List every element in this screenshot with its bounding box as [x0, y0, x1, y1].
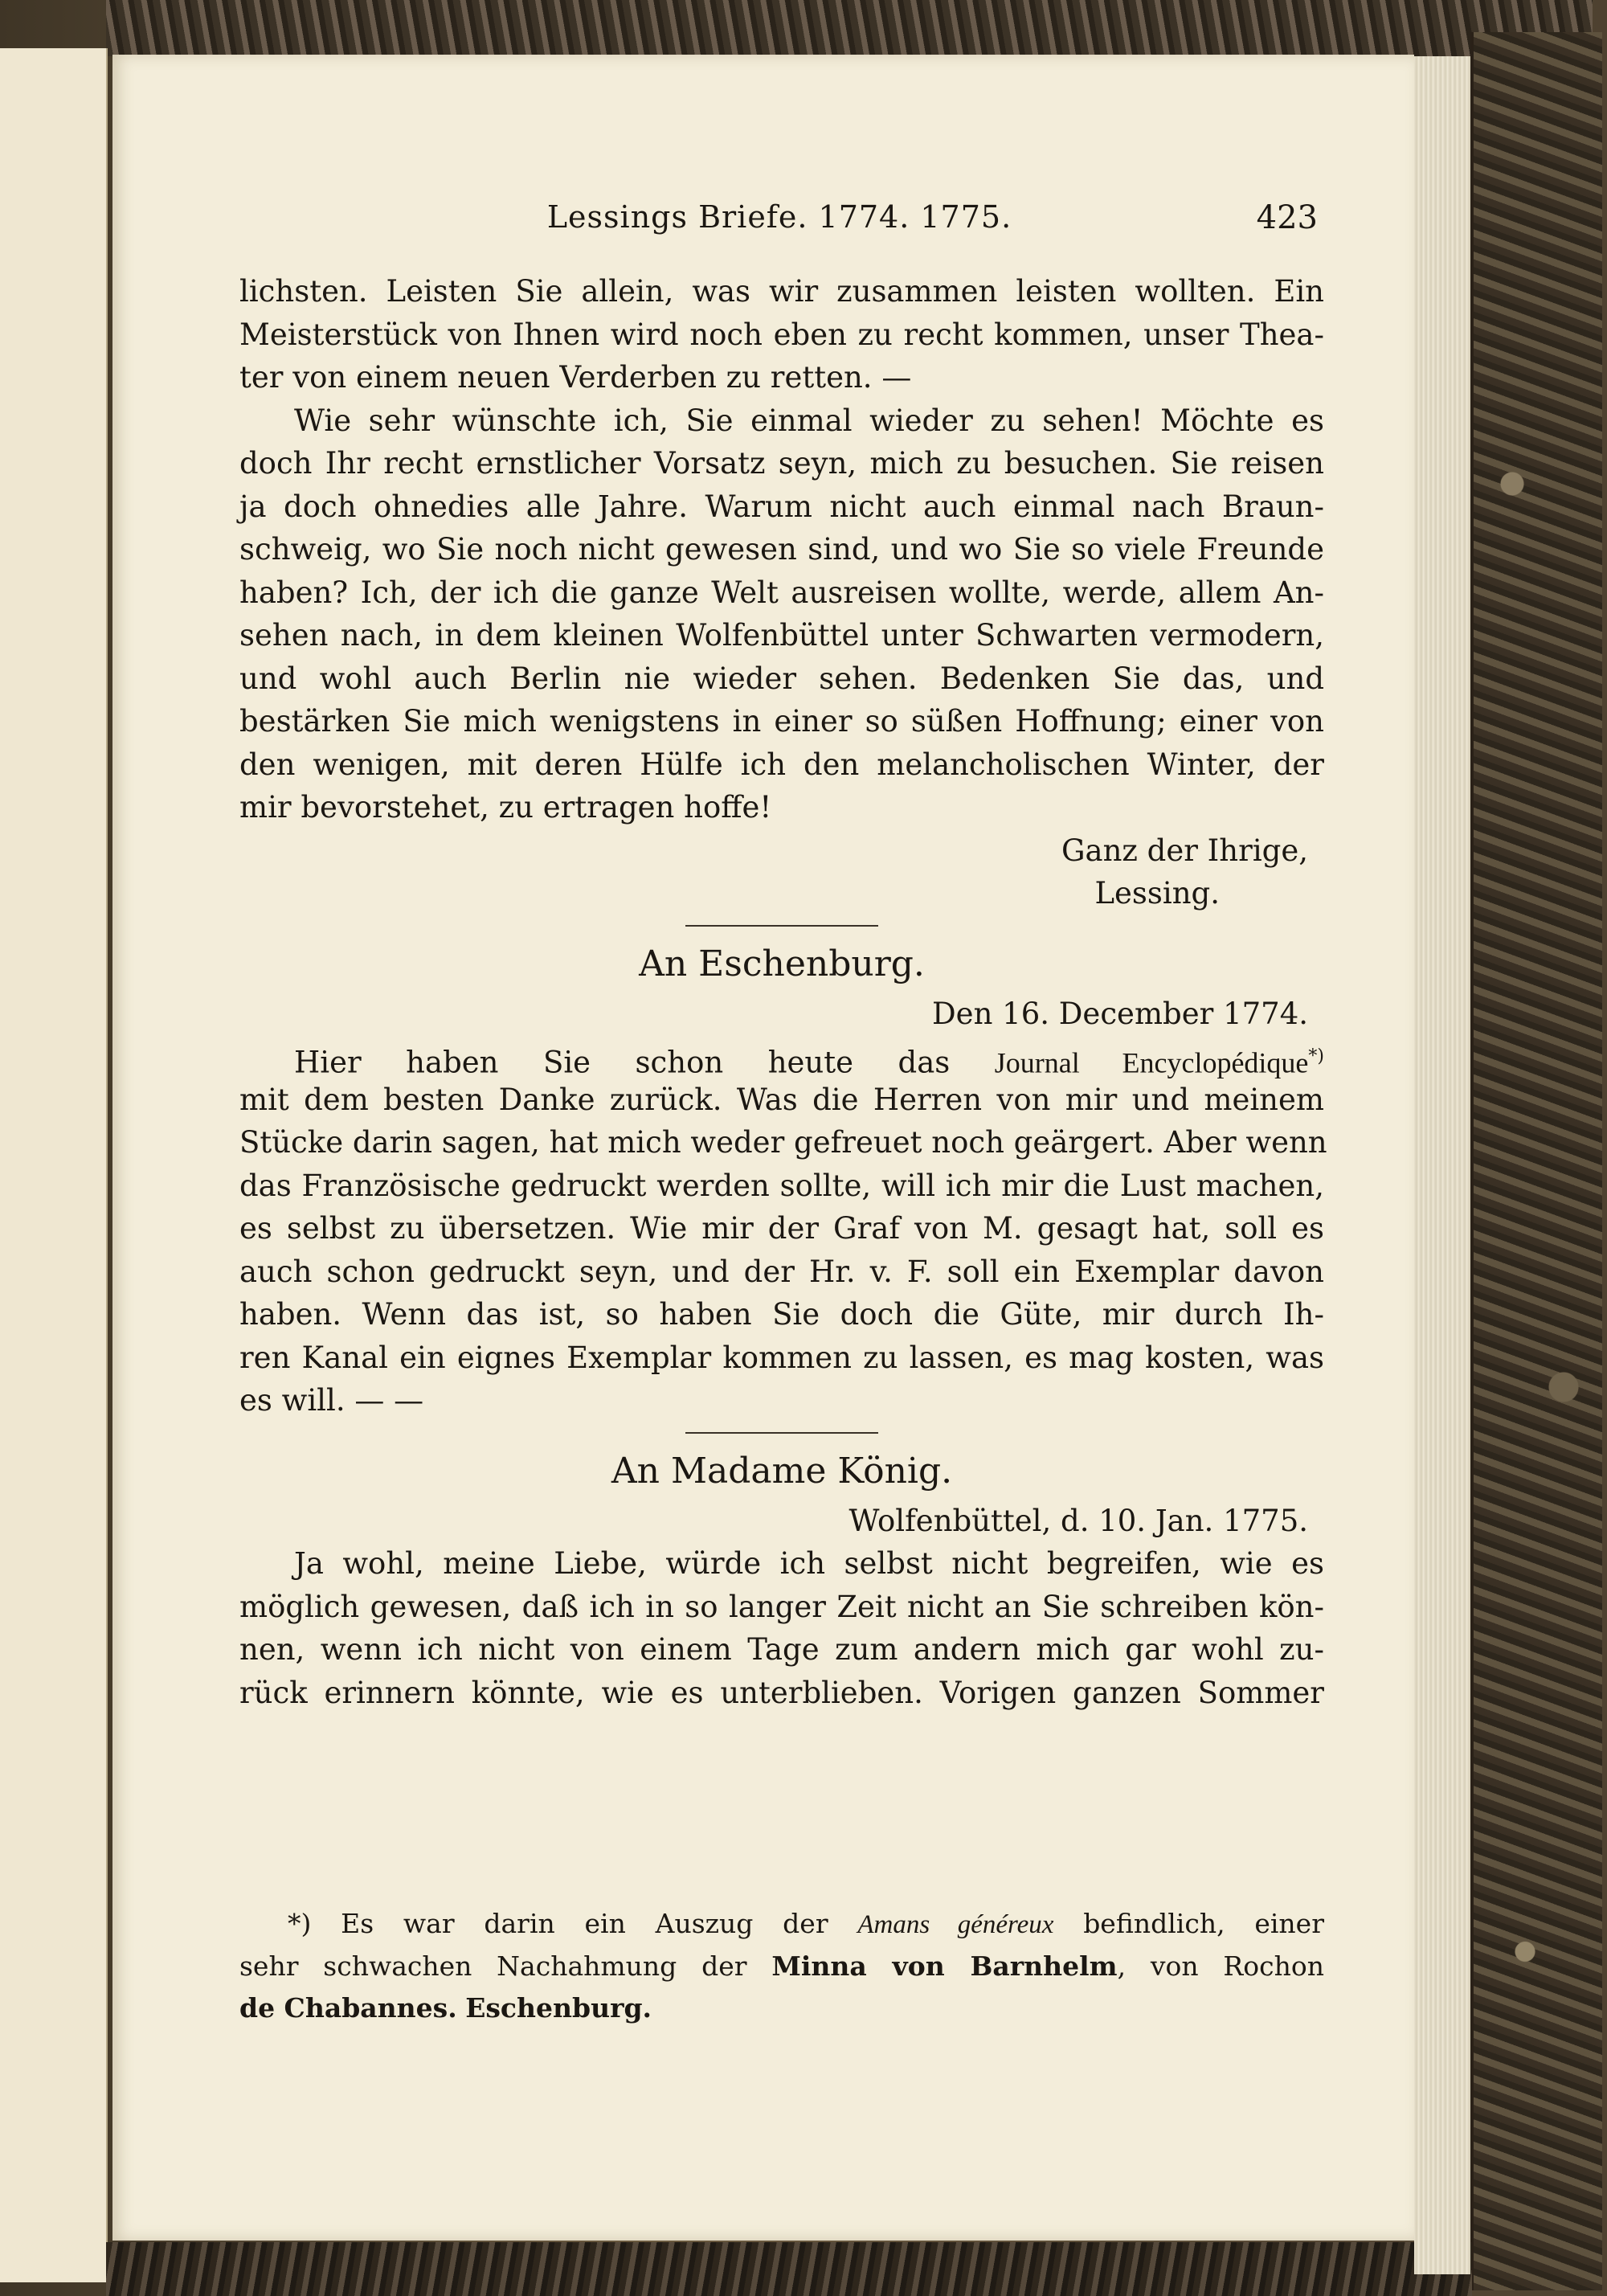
book-top-edge [106, 0, 1593, 56]
letter-signature: Lessing. [1094, 876, 1220, 911]
text-line: mir bevorstehet, zu ertragen hoffe! [239, 790, 772, 825]
letter-eschenburg [239, 936, 1327, 1422]
book-page [112, 55, 1414, 2241]
footnote-line [239, 1946, 1324, 1987]
letter-heading: An Eschenburg. [639, 943, 925, 984]
text-line: ren Kanal ein eignes Exemplar kommen zu lassen, es mag kosten, was [239, 1340, 1324, 1375]
letter-date: Den 16. December 1774. [932, 996, 1308, 1031]
journal-title: Journal Encyclopédique [994, 1046, 1309, 1079]
footnote-mark: *) [1308, 1046, 1325, 1066]
facing-page-edge [0, 48, 108, 2282]
text-line: möglich gewesen, daß ich in so langer Zeit nicht an Sie schreiben kön- [239, 1589, 1324, 1624]
section-divider [685, 1432, 878, 1434]
footnote-line [239, 1903, 1324, 1946]
text-line: und wohl auch Berlin nie wieder sehen. Bedenken Sie das, und [239, 661, 1324, 696]
text-line: nen, wenn ich nicht von einem Tage zum andern mich gar wohl zu- [239, 1632, 1324, 1667]
running-title: Lessings Briefe. 1774. 1775. [546, 199, 1012, 235]
text-line: lichsten. Leisten Sie allein, was wir zusammen leisten wollten. Ein [239, 274, 1324, 309]
text-fragment: befindlich, einer [1083, 1908, 1324, 1939]
marbled-bottom-edge [106, 2242, 1472, 2296]
text-fragment: Hier haben Sie schon heute das [294, 1045, 951, 1080]
text-line: haben. Wenn das ist, so haben Sie doch die Güte, mir durch Ih- [239, 1297, 1324, 1332]
text-line: auch schon gedruckt seyn, und der Hr. v. F. soll ein Exemplar davon [239, 1254, 1324, 1289]
text-line: es will. — — [239, 1383, 424, 1418]
footnote-author: Eschenburg. [465, 1992, 652, 2024]
text-line: bestärken Sie mich wenigstens in einer so süßen Hoffnung; einer von [239, 704, 1324, 739]
text-line: Stücke darin sagen, hat mich weder gefreuet noch geärgert. Aber wenn [239, 1125, 1327, 1160]
running-header [241, 199, 1318, 272]
footnote-mark: *) [288, 1908, 312, 1939]
text-line: Meisterstück von Ihnen wird noch eben zu recht kommen, unser Thea- [239, 317, 1324, 352]
marbled-cover-board [1470, 32, 1602, 2290]
text-line: doch Ihr recht ernstlicher Vorsatz seyn, mich zu besuchen. Sie reisen [239, 446, 1324, 481]
footnote [239, 1903, 1324, 2029]
text-line: schweig, wo Sie noch nicht gewesen sind, und wo Sie so viele Freunde [239, 532, 1324, 567]
text-line: den wenigen, mit deren Hülfe ich den melancholischen Winter, der [239, 747, 1324, 782]
text-line: sehen nach, in dem kleinen Wolfenbüttel unter Schwarten vermodern, [239, 618, 1324, 653]
footnote-line [239, 1987, 1324, 2029]
letter-date: Wolfenbüttel, d. 10. Jan. 1775. [848, 1503, 1308, 1538]
text-fragment: de Chabannes. [239, 1992, 457, 2024]
text-line: haben? Ich, der ich die ganze Welt ausreisen wollte, werde, allem An- [239, 575, 1324, 610]
page-body [239, 270, 1327, 1714]
text-line: ja doch ohnedies alle Jahre. Warum nicht auch einmal nach Braun- [239, 489, 1324, 524]
text-line: es selbst zu übersetzen. Wie mir der Graf von M. gesagt hat, soll es [239, 1211, 1324, 1246]
work-title: Amans généreux [857, 1910, 1054, 1939]
section-divider [685, 925, 878, 927]
text-line: ter von einem neuen Verderben zu retten. — [239, 360, 912, 395]
work-title: Minna von Barnhelm [771, 1950, 1118, 1982]
letter-continuation [239, 270, 1324, 915]
letter-koenig [239, 1443, 1324, 1715]
page-stack-edge [1414, 56, 1470, 2274]
text-fragment: , von Rochon [1117, 1950, 1325, 1982]
text-line: Ja wohl, meine Liebe, würde ich selbst nicht begreifen, wie es [294, 1546, 1324, 1581]
text-fragment: Es war darin ein Auszug der [341, 1908, 828, 1939]
text-fragment: sehr schwachen Nachahmung der [239, 1950, 747, 1982]
letter-heading: An Madame König. [611, 1450, 953, 1492]
page-number: 423 [1256, 199, 1318, 236]
text-line [239, 1035, 1324, 1078]
text-line: rück erinnern könnte, wie es unterblieben. Vorigen ganzen Sommer [239, 1675, 1324, 1710]
text-line: das Französische gedruckt werden sollte, will ich mir die Lust machen, [239, 1168, 1324, 1203]
letter-closing: Ganz der Ihrige, [1061, 833, 1308, 868]
text-line: mit dem besten Danke zurück. Was die Herren von mir und meinem [239, 1082, 1324, 1117]
text-line: Wie sehr wünschte ich, Sie einmal wieder zu sehen! Möchte es [294, 403, 1324, 438]
